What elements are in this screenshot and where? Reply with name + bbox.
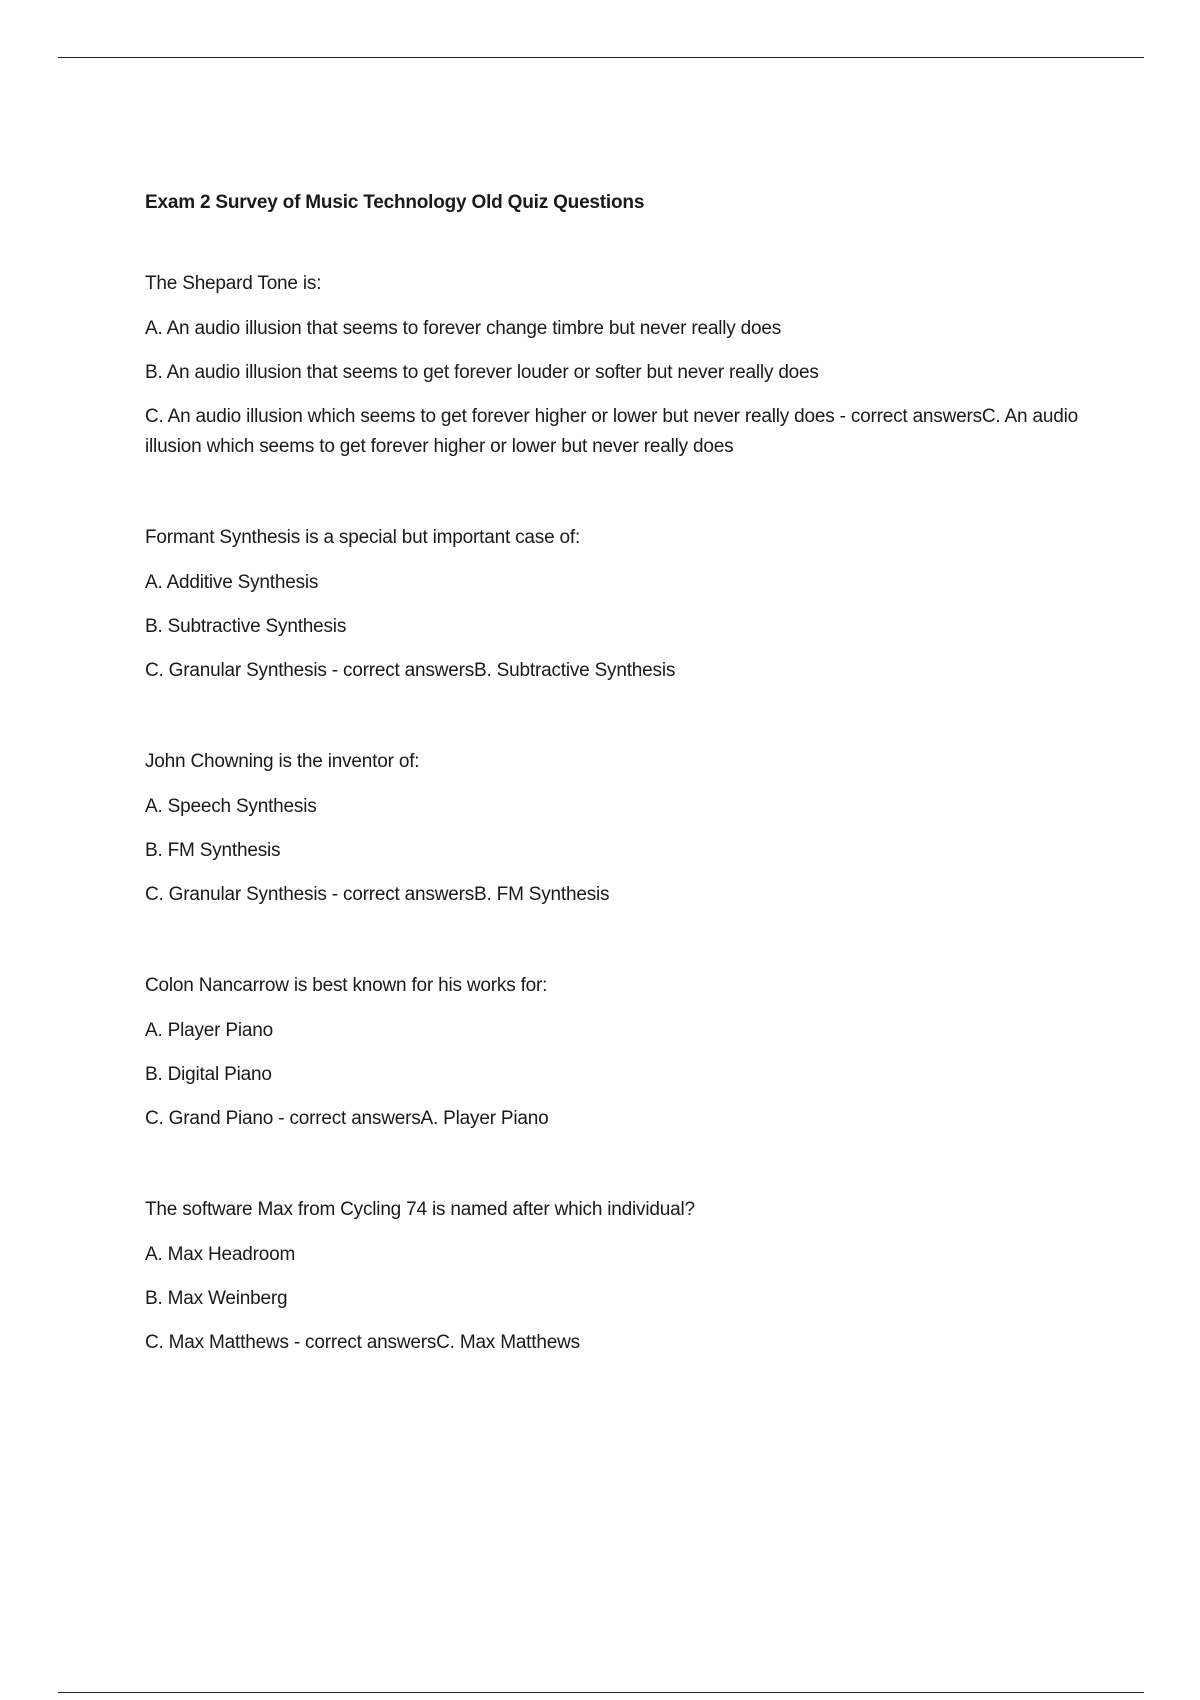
option-b: B. Digital Piano [145, 1064, 272, 1085]
question-text: Formant Synthesis is a special but important case of: [145, 527, 581, 548]
question-max-software [145, 1195, 1105, 1358]
document-body [145, 190, 1105, 1419]
option-c-with-answer: C. An audio illusion which seems to get forever higher or lower but never really does - correct answersC. An audio illusion which seems to get forever higher or lower but never really does [145, 406, 1078, 457]
option-b: B. FM Synthesis [145, 840, 281, 861]
option-a: A. Player Piano [145, 1020, 273, 1041]
option-c-with-answer: C. Max Matthews - correct answersC. Max Matthews [145, 1332, 580, 1353]
option-a: A. Max Headroom [145, 1244, 296, 1265]
option-a: A. Additive Synthesis [145, 572, 319, 593]
option-b: B. An audio illusion that seems to get forever louder or softer but never really does [145, 362, 819, 383]
question-text: John Chowning is the inventor of: [145, 751, 420, 772]
document-title: Exam 2 Survey of Music Technology Old Quiz Questions [145, 192, 645, 213]
option-b: B. Max Weinberg [145, 1288, 288, 1309]
footer-rule [58, 1692, 1144, 1693]
question-john-chowning [145, 747, 1105, 910]
question-shepard-tone [145, 269, 1105, 462]
question-text: The software Max from Cycling 74 is named after which individual? [145, 1199, 695, 1220]
option-c-with-answer: C. Granular Synthesis - correct answersB. Subtractive Synthesis [145, 660, 676, 681]
option-c-with-answer: C. Grand Piano - correct answersA. Player Piano [145, 1108, 549, 1129]
option-b: B. Subtractive Synthesis [145, 616, 347, 637]
question-colon-nancarrow [145, 971, 1105, 1134]
option-a: A. An audio illusion that seems to forever change timbre but never really does [145, 318, 782, 339]
option-c-with-answer: C. Granular Synthesis - correct answersB. FM Synthesis [145, 884, 610, 905]
header-rule [58, 57, 1144, 58]
question-formant-synthesis [145, 523, 1105, 686]
question-text: Colon Nancarrow is best known for his works for: [145, 975, 548, 996]
question-text: The Shepard Tone is: [145, 273, 322, 294]
option-a: A. Speech Synthesis [145, 796, 317, 817]
